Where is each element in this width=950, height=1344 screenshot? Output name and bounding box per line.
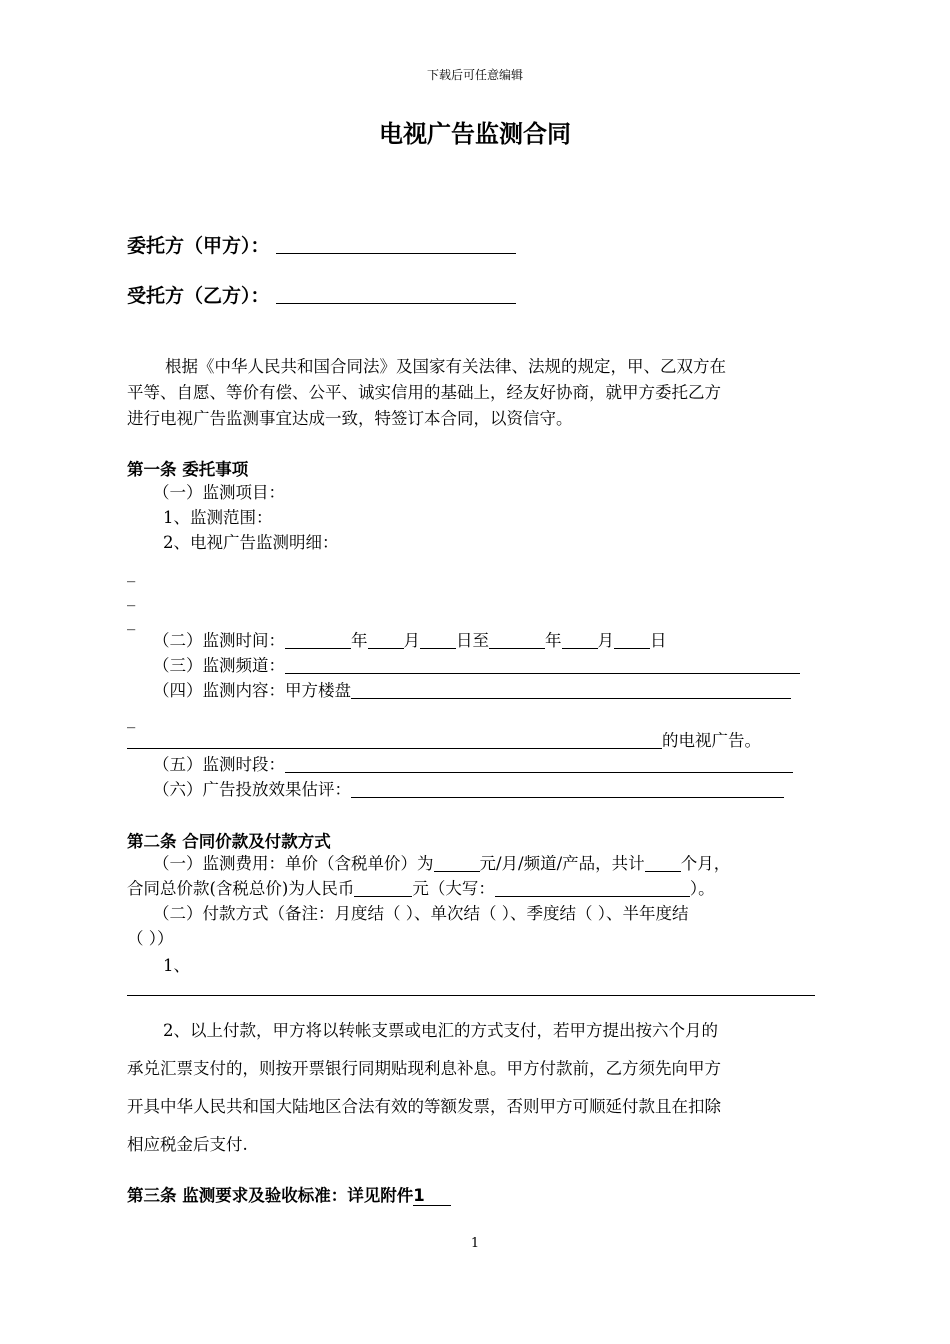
start-month-field[interactable] [368, 632, 404, 649]
party-b-field[interactable] [276, 285, 516, 304]
monitoring-period-field[interactable] [285, 756, 793, 773]
total-amount-field[interactable] [354, 880, 412, 897]
total-capital-field[interactable] [495, 880, 690, 897]
monitoring-channel-row [153, 653, 800, 679]
fee-months: 个月， [680, 854, 731, 873]
fee-row [153, 851, 730, 877]
fee-unit: 元/月/频道/产品，共计 [479, 854, 645, 873]
monitoring-scope: 1、监测范围： [163, 508, 273, 527]
monitoring-period-label: （五）监测时段： [153, 755, 285, 774]
fee-label: （一）监测费用：单价（含税单价）为 [153, 854, 434, 873]
day-label: 日 [650, 631, 667, 650]
article-2-heading: 第二条 合同价款及付款方式 [127, 832, 331, 851]
intro-line-1: 根据《中华人民共和国合同法》及国家有关法律、法规的规定，甲、乙双方在 [165, 357, 726, 376]
monitoring-channel-field[interactable] [285, 657, 800, 674]
tv-ad-suffix: 的电视广告。 [662, 731, 761, 750]
total-close: ）。 [689, 879, 715, 898]
payment-item-1-field[interactable] [127, 995, 815, 996]
end-month-field[interactable] [562, 632, 598, 649]
unit-price-field[interactable] [434, 855, 480, 872]
month-label: 月 [597, 631, 614, 650]
intro-line-2: 平等、自愿、等价有偿、公平、诚实信用的基础上，经友好协商，就甲方委托乙方 [127, 383, 721, 402]
total-label: 合同总价款(含税总价)为人民币 [127, 879, 355, 898]
blank-dash: _ [127, 587, 136, 606]
start-year-field[interactable] [285, 632, 351, 649]
page-number: 1 [470, 1236, 480, 1251]
blank-dash: _ [127, 611, 136, 630]
month-count-field[interactable] [645, 855, 681, 872]
monitoring-period-row [153, 752, 793, 778]
page-title: 电视广告监测合同 [379, 120, 571, 148]
payment-2-line-4: 相应税金后支付. [127, 1135, 248, 1154]
attachment-number: 1 [413, 1186, 451, 1206]
party-a-field[interactable] [276, 235, 516, 254]
payment-method-line-2: （ ）） [127, 929, 174, 948]
monitoring-content-cont [127, 728, 761, 754]
payment-item-1: 1、 [163, 956, 190, 975]
monitoring-channel-label: （三）监测频道： [153, 656, 285, 675]
effect-eval-label: （六）广告投放效果估评： [153, 780, 351, 799]
blank-dash: _ [127, 709, 136, 728]
total-capital-label: 元（大写： [412, 879, 495, 898]
start-day-field[interactable] [420, 632, 456, 649]
article-3-label: 第三条 监测要求及验收标准：详见附件 [127, 1186, 414, 1205]
effect-eval-field[interactable] [351, 781, 784, 798]
payment-2-line-2: 承兑汇票支付的，则按开票银行同期贴现利息补息。甲方付款前，乙方须先向甲方 [127, 1059, 721, 1078]
party-b-row [127, 281, 516, 308]
year-label: 年 [545, 631, 562, 650]
end-year-field[interactable] [489, 632, 545, 649]
article-1-heading: 第一条 委托事项 [127, 460, 249, 479]
monitoring-content-row [153, 678, 791, 704]
payment-2-line-1: 2、以上付款，甲方将以转帐支票或电汇的方式支付，若甲方提出按六个月的 [163, 1021, 718, 1040]
payment-method-line-1: （二）付款方式（备注：月度结（ ）、单次结（ ）、季度结（ ）、半年度结 [153, 904, 689, 923]
monitoring-time-label: （二）监测时间： [153, 631, 285, 650]
article-3-heading [127, 1182, 451, 1206]
party-b-label: 受托方（乙方）： [127, 285, 270, 307]
party-a-label: 委托方（甲方）： [127, 235, 270, 257]
end-day-field[interactable] [614, 632, 650, 649]
effect-eval-row [153, 777, 784, 803]
monitoring-detail: 2、电视广告监测明细： [163, 533, 339, 552]
payment-2-line-3: 开具中华人民共和国大陆地区合法有效的等额发票，否则甲方可顺延付款且在扣除 [127, 1097, 721, 1116]
day-to-label: 日至 [456, 631, 489, 650]
monitoring-time-row [153, 628, 667, 654]
party-a-row [127, 231, 516, 258]
total-row [127, 876, 715, 902]
intro-line-3: 进行电视广告监测事宜达成一致，特签订本合同，以资信守。 [127, 409, 573, 428]
header-note: 下载后可任意编辑 [426, 68, 523, 82]
month-label: 月 [403, 631, 420, 650]
blank-dash: _ [127, 563, 136, 582]
monitoring-content-field-2[interactable] [127, 732, 662, 749]
year-label: 年 [351, 631, 368, 650]
monitoring-content-label: （四）监测内容：甲方楼盘 [153, 681, 351, 700]
monitoring-content-field[interactable] [351, 682, 791, 699]
monitoring-project: （一）监测项目： [153, 483, 285, 502]
